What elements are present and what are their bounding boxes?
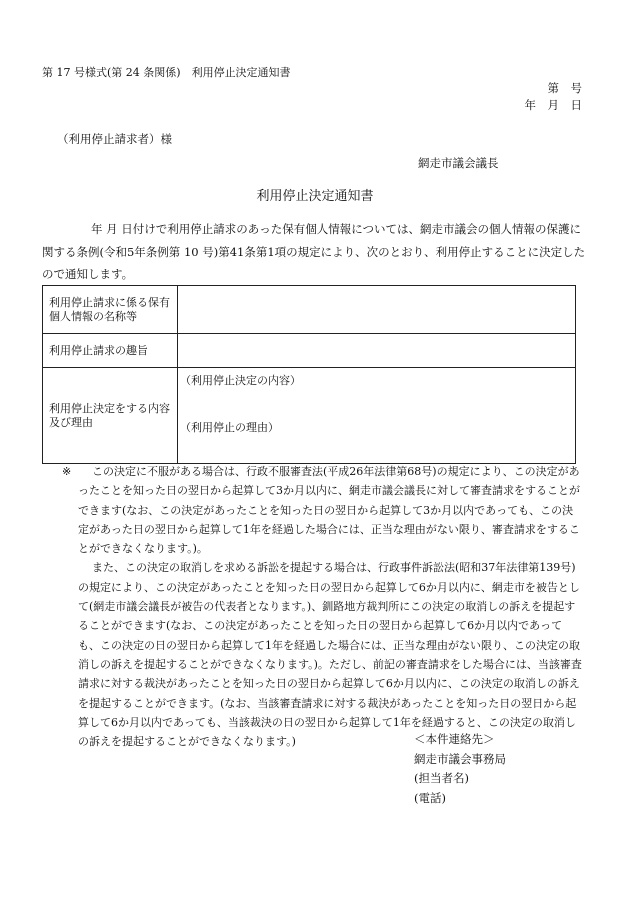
contact-phone: (電話) <box>414 790 446 805</box>
addressee: （利用停止請求者）様 <box>57 132 172 146</box>
decision-content-label: （利用停止決定の内容） <box>180 374 301 387</box>
document-title: 利用停止決定通知書 <box>256 189 374 204</box>
contact-heading: ＜本件連絡先＞ <box>414 732 495 746</box>
note-lawsuit-text: また、この決定の取消しを求める訴訟を提起する場合は、行政事件訴訟法(昭和37年法律第139号)の規定により、この決定があったことを知った日の翌日から起算して6か月以内に、網走市を被告として(網走市議会議長が被告の代表者となります。)、釧路地方裁判所にこの決定の取消しの訴えを提起することができます(なお、この決定があったことを知った日の翌日から起算して6か月以内であっても、この決定の日の翌日から起算して1年を経過した場合には、正当な理由がない限り、この決定の取消しの訴えを提起することができなくなります。)。ただし、前記の審査請求をした場合には、当該審査請求に対する裁決があったことを知った日の翌日から起算して6か月以内に、この決定の取消しの訴えを提起することができます。(なお、当該審査請求に対する裁決があったことを知った日の翌日から起算して6か月以内であっても、当該裁決の日の翌日から起算して1年を経過すると、この決定の取消しの訴えを提起することができなくなります。) <box>78 561 582 749</box>
form-number: 第 17 号様式(第 24 条関係) 利用停止決定通知書 <box>42 66 291 79</box>
document-date: 年 月 日 <box>524 98 582 112</box>
contact-block <box>414 730 506 808</box>
notes-section <box>62 462 583 751</box>
contact-person: (担当者名) <box>414 771 469 785</box>
row-label-information-name: 利用停止請求に係る保有個人情報の名称等 <box>43 286 178 334</box>
issuer: 網走市議会議長 <box>418 156 499 170</box>
note-appeal-text: この決定に不服がある場合は、行政不服審査法(平成26年法律第68号)の規定により、この決定があったことを知った日の翌日から起算して3か月以内に、網走市議会議長に対して審査請求をすることができます(なお、この決定があったことを知った日の翌日から起算して3か月以内であっても、この決定があった日の翌日から起算して1年を経過した場合には、正当な理由がない限り、審査請求をすることができなくなります。)。 <box>78 465 580 556</box>
decision-table <box>42 285 576 464</box>
contact-office: 網走市議会事務局 <box>414 751 506 766</box>
row-label-request-purpose: 利用停止請求の趣旨 <box>43 334 178 368</box>
note-paragraph-appeal <box>62 462 583 558</box>
row-value-decision-content-reason <box>178 368 576 464</box>
row-value-information-name <box>178 286 576 334</box>
decision-reason-label: （利用停止の理由） <box>180 421 279 434</box>
table-row <box>43 286 576 334</box>
intro-paragraph: 年 月 日付けで利用停止請求のあった保有個人情報については、網走市議会の個人情報の保護に関する条例(令和5年条例第 10 号)第41条第1項の規定により、次のとおり、利用停止することに決定したので通知します。 <box>42 222 586 281</box>
row-label-decision-content-reason: 利用停止決定をする内容及び理由 <box>43 368 178 464</box>
document-number: 第 号 <box>547 81 582 95</box>
note-mark: ※ <box>62 465 72 478</box>
note-paragraph-lawsuit <box>78 558 583 751</box>
table-row <box>43 368 576 464</box>
table-row <box>43 334 576 368</box>
row-value-request-purpose <box>178 334 576 368</box>
